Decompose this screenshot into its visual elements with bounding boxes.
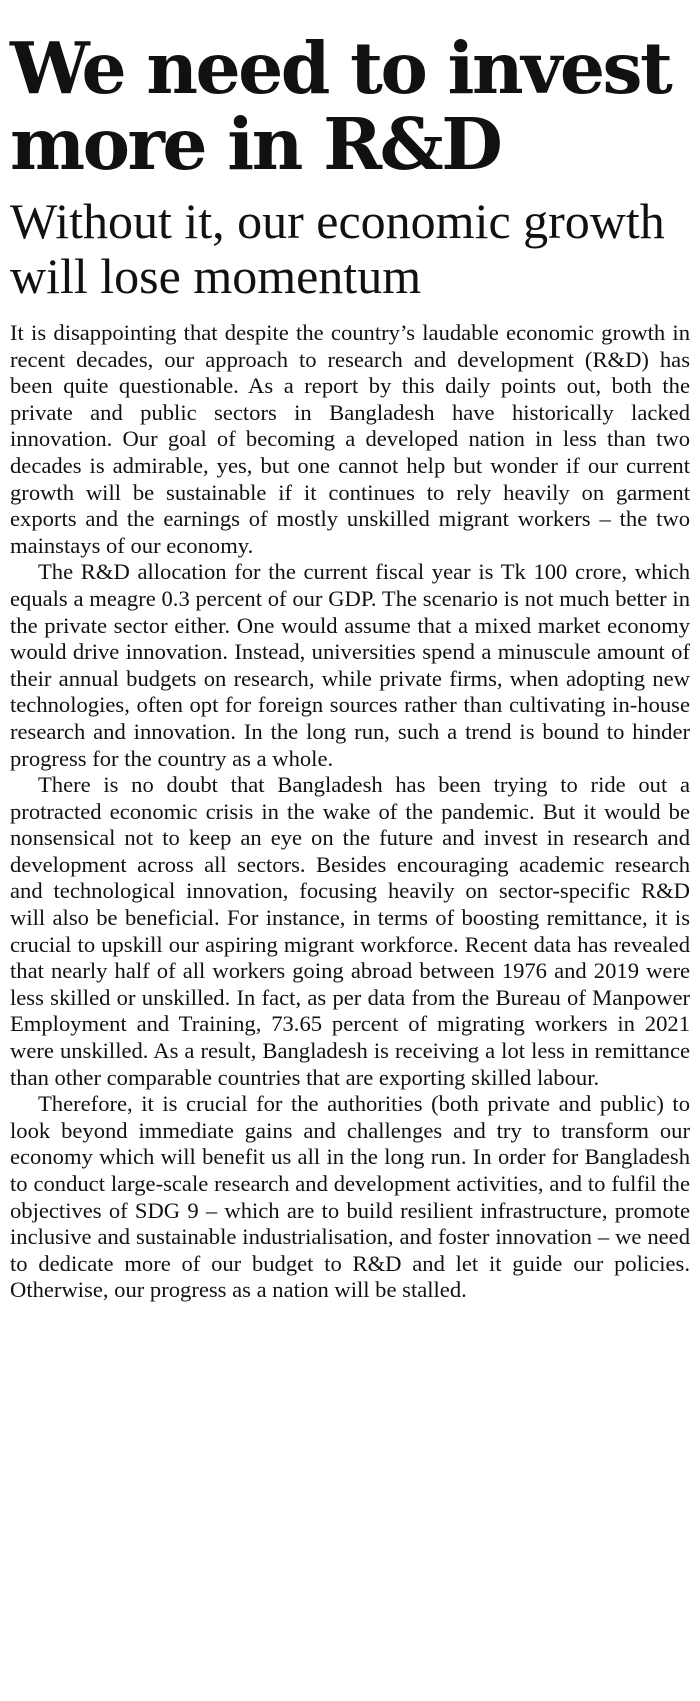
article-paragraph-3: There is no doubt that Bangladesh has been trying to ride out a protracted economic crisis in the wake of the pandemic. But it would be nonsensical not to keep an eye on the future and invest in research and development across all sectors. Besides encouraging academic research and technological innovation, focusing heavily on sector-specific R&D will also be beneficial. For instance, in terms of boosting remittance, it is crucial to upskill our aspiring migrant workforce. Recent data has revealed that nearly half of all workers going abroad between 1976 and 2019 were less skilled or unskilled. In fact, as per data from the Bureau of Manpower Employment and Training, 73.65 percent of migrating workers in 2021 were unskilled. As a result, Bangladesh is receiving a lot less in remittance than other comparable countries that are exporting skilled labour.	[10, 772, 690, 1090]
article-subheadline: Without it, our economic growth will lose momentum	[10, 193, 665, 304]
article-body	[10, 320, 690, 1304]
article-paragraph-4: Therefore, it is crucial for the authorities (both private and public) to look beyond immediate gains and challenges and try to transform our economy which will benefit us all in the long run. In order for Bangladesh to conduct large-scale research and development activities, and to fulfil the objectives of SDG 9 – which are to build resilient infrastructure, promote inclusive and sustainable industrialisation, and foster innovation – we need to dedicate more of our budget to R&D and let it guide our policies. Otherwise, our progress as a nation will be stalled.	[10, 1091, 690, 1303]
article-paragraph-2: The R&D allocation for the current fiscal year is Tk 100 crore, which equals a meagre 0.3 percent of our GDP. The scenario is not much better in the private sector either. One would assume that a mixed market economy would drive innovation. Instead, universities spend a minuscule amount of their annual budgets on research, while private firms, when adopting new technologies, often opt for foreign sources rather than cultivating in-house research and innovation. In the long run, such a trend is bound to hinder progress for the country as a whole.	[10, 559, 690, 771]
article-headline: We need to invest more in R&D	[10, 26, 671, 186]
article-paragraph-1: It is disappointing that despite the country’s laudable economic growth in recent decades, our approach to research and development (R&D) has been quite questionable. As a report by this daily points out, both the private and public sectors in Bangladesh have historically lacked innovation. Our goal of becoming a developed nation in less than two decades is admirable, yes, but one cannot help but wonder if our current growth will be sustainable if it continues to rely heavily on garment exports and the earnings of mostly unskilled migrant workers – the two mainstays of our economy.	[10, 320, 690, 558]
